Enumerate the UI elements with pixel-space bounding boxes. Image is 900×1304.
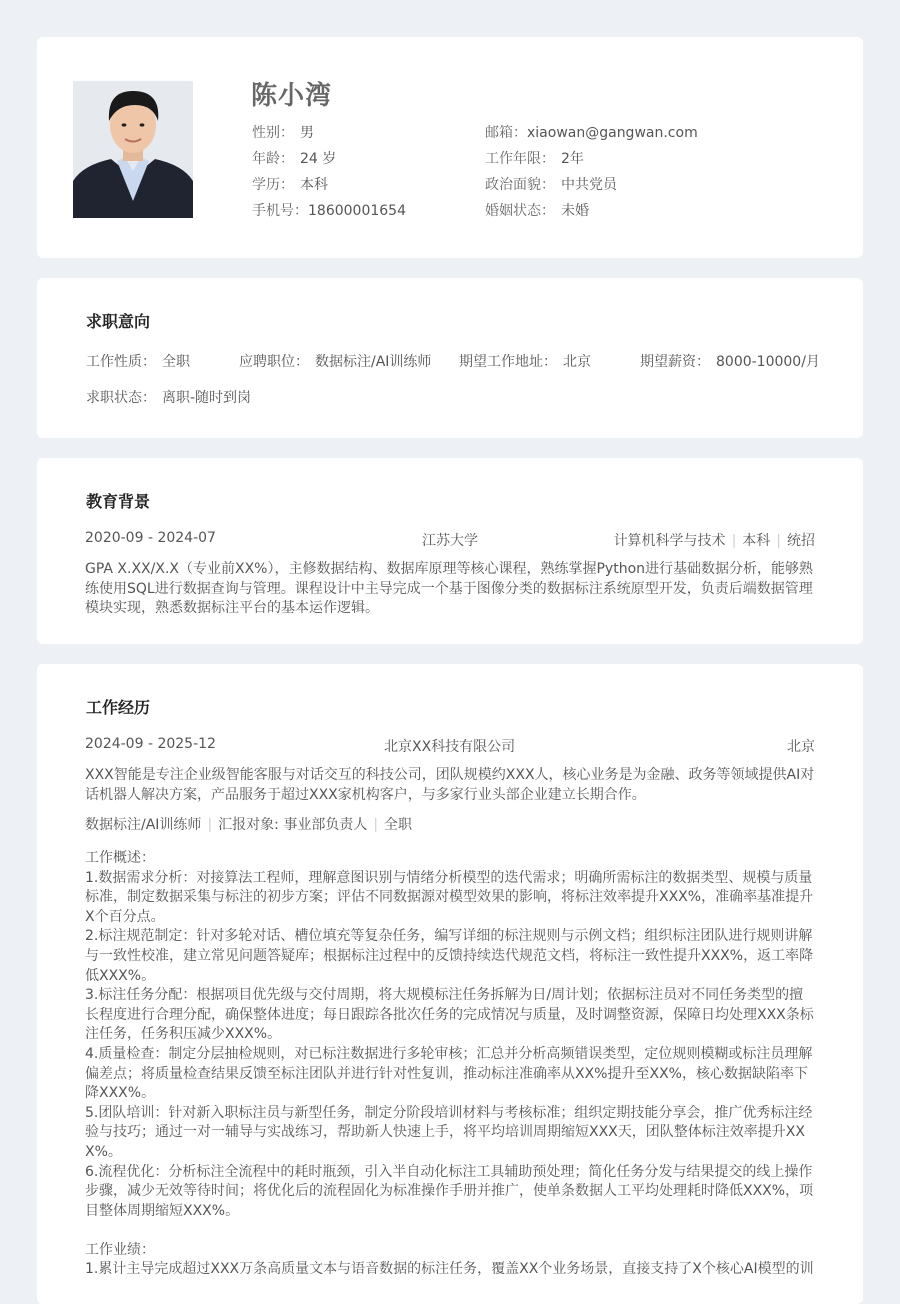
work-overview bbox=[85, 849, 815, 1280]
avatar-photo-icon bbox=[73, 81, 193, 218]
intent-status-label: 求职状态： bbox=[86, 390, 156, 406]
overview-item: 6.流程优化：分析标注全流程中的耗时瓶颈，引入半自动化标注工具辅助预处理；简化任务分发与结果提交的线上操作步骤，减少无效等待时间；将优化后的流程固化为标准操作手册并推广，使单条数据人工平均处理耗时降低XXX%，项目整体周期缩短XXX%。 bbox=[85, 1163, 814, 1219]
education-level-label: 学历： bbox=[252, 177, 294, 193]
education-degree: 本科 bbox=[742, 533, 771, 549]
education-description: GPA X.XX/X.X（专业前XX%），主修数据结构、数据库原理等核心课程，熟练掌握Python进行基础数据分析，能够熟练使用SQL进行数据查询与管理。课程设计中主导完成一个基于图像分类的数据标注系统原型开发，负责后端数据管理模块实现，熟悉数据标注平台的基本运作逻辑。 bbox=[85, 561, 814, 617]
intent-job-nature-value: 全职 bbox=[162, 354, 190, 370]
intent-position-label: 应聘职位： bbox=[239, 354, 309, 370]
intent-location-label: 期望工作地址： bbox=[459, 354, 557, 370]
political-status-label: 政治面貌： bbox=[485, 177, 555, 193]
age-field bbox=[252, 148, 336, 168]
phone-value: 18600001654 bbox=[308, 203, 406, 219]
avatar bbox=[73, 81, 193, 218]
marital-status-label: 婚姻状态： bbox=[485, 203, 555, 219]
overview-item: 3.标注任务分配：根据项目优先级与交付周期，将大规模标注任务拆解为日/周计划；依据标注员对不同任务类型的擅长程度进行合理分配，确保整体进度；每日跟踪各批次任务的完成情况与质量，及时调整资源，保障日均处理XXX条标注任务，任务积压减少XXX%。 bbox=[85, 987, 814, 1043]
intent-location bbox=[459, 351, 591, 371]
candidate-name: 陈小湾 bbox=[251, 81, 333, 111]
work-role-line bbox=[85, 814, 412, 834]
divider: | bbox=[731, 533, 737, 549]
work-nature: 全职 bbox=[384, 817, 413, 833]
divider: | bbox=[776, 533, 781, 549]
overview-item: 2.标注规范制定：针对多轮对话、槽位填充等复杂任务，编写详细的标注规则与示例文档；组织标注团队进行规则讲解与一致性校准，建立常见问题答疑库；根据标注过程中的反馈持续迭代规范文档，将标注一致性提升XXX%，返工率降低XXX%。 bbox=[85, 928, 814, 984]
email-value: xiaowan@gangwan.com bbox=[527, 125, 698, 141]
intent-salary-value: 8000-10000/月 bbox=[716, 354, 820, 370]
job-intent-card bbox=[37, 278, 863, 438]
email-label: 邮箱： bbox=[485, 125, 527, 141]
education-major: 计算机科学与技术 bbox=[613, 533, 726, 549]
gender-value: 男 bbox=[300, 125, 314, 141]
education-major-line bbox=[614, 530, 815, 550]
section-title-intent: 求职意向 bbox=[86, 312, 151, 331]
education-level-value: 本科 bbox=[300, 177, 328, 193]
education-period: 2020-09 - 2024-07 bbox=[85, 530, 216, 546]
divider: | bbox=[207, 817, 213, 833]
work-period: 2024-09 - 2025-12 bbox=[85, 736, 216, 752]
work-report-to: 汇报对象: 事业部负责人 bbox=[218, 817, 368, 833]
political-status-field bbox=[485, 174, 617, 194]
marital-status-value: 未婚 bbox=[561, 203, 589, 219]
gender-field bbox=[252, 122, 314, 142]
intent-job-nature bbox=[86, 351, 190, 371]
political-status-value: 中共党员 bbox=[561, 177, 617, 193]
work-company: 北京XX科技有限公司 bbox=[384, 739, 516, 755]
intent-salary bbox=[640, 351, 820, 371]
overview-label: 工作概述： bbox=[85, 850, 155, 866]
intent-position-value: 数据标注/AI训练师 bbox=[315, 354, 432, 370]
intent-job-nature-label: 工作性质： bbox=[86, 354, 156, 370]
section-title-education: 教育背景 bbox=[86, 492, 151, 511]
gender-label: 性别： bbox=[252, 125, 294, 141]
intent-position bbox=[239, 351, 431, 371]
email-field bbox=[485, 122, 698, 142]
results-label: 工作业绩： bbox=[85, 1241, 155, 1258]
intent-salary-label: 期望薪资： bbox=[640, 354, 710, 370]
overview-item: 4.质量检查：制定分层抽检规则，对已标注数据进行多轮审核；汇总并分析高频错误类型，定位规则模糊或标注员理解偏差点；将质量检查结果反馈至标注团队并进行针对性复训，推动标注准确率从XX%提升至XX%，核心数据缺陷率下降XXX%。 bbox=[85, 1045, 813, 1102]
intent-status-value: 离职-随时到岗 bbox=[162, 390, 252, 406]
overview-item: 5.团队培训：针对新入职标注员与新型任务，制定分阶段培训材料与考核标准；组织定期技能分享会，推广优秀标注经验与技巧；通过一对一辅导与实战练习，帮助新人快速上手，将平均培训周期缩短XXX天，团队整体标注效率提升XXX%。 bbox=[85, 1104, 813, 1160]
work-years-value: 2年 bbox=[561, 151, 584, 167]
age-label: 年龄： bbox=[252, 151, 294, 167]
profile-card bbox=[37, 37, 863, 258]
work-years-label: 工作年限： bbox=[485, 151, 555, 167]
intent-status bbox=[86, 387, 251, 407]
phone-field bbox=[252, 200, 406, 220]
education-level-field bbox=[252, 174, 328, 194]
education-type: 统招 bbox=[787, 533, 815, 549]
work-city: 北京 bbox=[787, 739, 815, 755]
section-title-work: 工作经历 bbox=[86, 698, 151, 717]
work-experience-card bbox=[37, 664, 863, 1304]
phone-label: 手机号： bbox=[252, 203, 308, 219]
intent-location-value: 北京 bbox=[563, 354, 591, 370]
results-item: 1.累计主导完成超过XXX万条高质量文本与语音数据的标注任务，覆盖XX个业务场景，直接支持了X个核心AI模型的训 bbox=[85, 1261, 814, 1278]
work-years-field bbox=[485, 148, 584, 168]
work-role: 数据标注/AI训练师 bbox=[85, 817, 202, 833]
education-card bbox=[37, 458, 863, 644]
company-description: XXX智能是专注企业级智能客服与对话交互的科技公司，团队规模约XXX人，核心业务是为金融、政务等领域提供AI对话机器人解决方案，产品服务于超过XXX家机构客户，与多家行业头部企业建立长期合作。 bbox=[85, 767, 815, 803]
divider: | bbox=[373, 817, 379, 833]
age-value: 24 岁 bbox=[300, 151, 337, 167]
marital-status-field bbox=[485, 200, 589, 220]
overview-item: 1.数据需求分析：对接算法工程师，理解意图识别与情绪分析模型的迭代需求；明确所需标注的数据类型、规模与质量标准，制定数据采集与标注的初步方案；评估不同数据源对模型效果的影响，将标注效率提升XXX%，准确率基准提升X个百分点。 bbox=[85, 869, 814, 925]
education-school: 江苏大学 bbox=[422, 533, 478, 549]
